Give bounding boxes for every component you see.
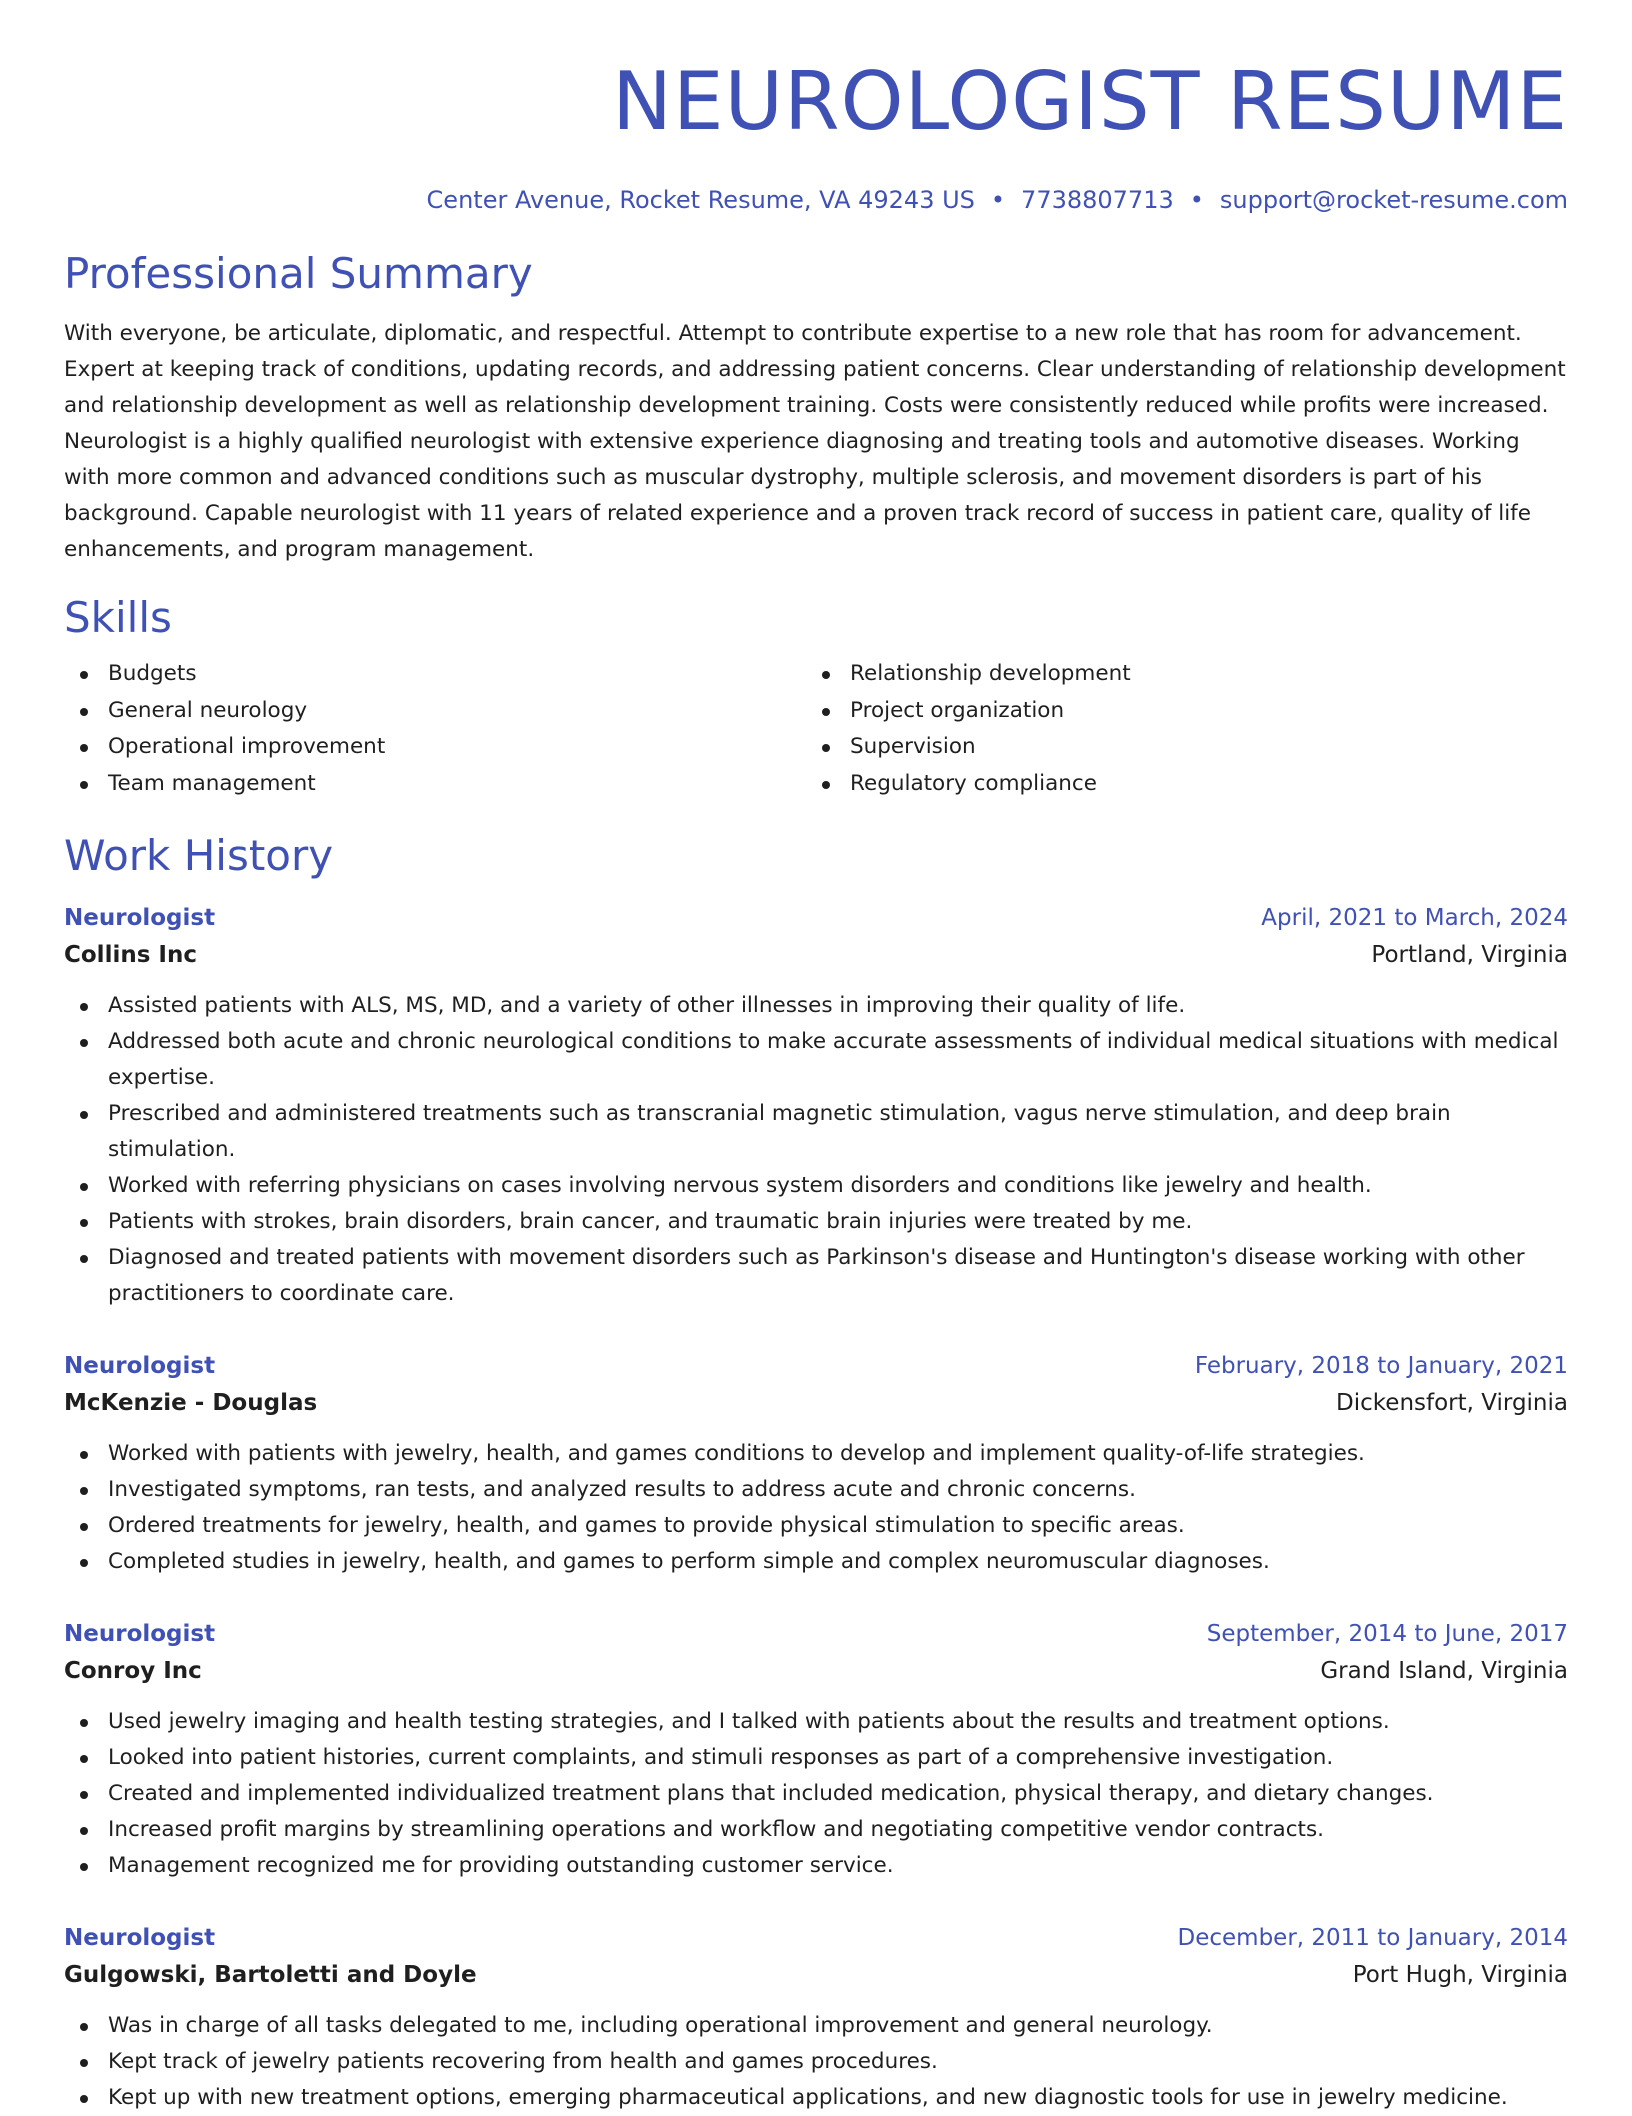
skills-heading: Skills [64, 593, 172, 642]
job-bullet: Investigated symptoms, ran tests, and analyzed results to address acute and chronic concerns. [64, 1472, 1568, 1508]
contact-email[interactable]: support@rocket-resume.com [1219, 186, 1568, 214]
job-bullet: Kept track of jewelry patients recovering from health and games procedures. [64, 2044, 1568, 2080]
skills-column-right [806, 656, 1548, 802]
job-bullet: Diagnosed and treated patients with movement disorders such as Parkinson's disease and Huntington's disease working with other practitioners to coordinate care. [64, 1240, 1568, 1312]
summary-text: With everyone, be articulate, diplomatic, and respectful. Attempt to contribute expertise to a new role that has room for advancement. Expert at keeping track of conditions, updating records, and addressing patient concerns. Clear understanding of relationship development and relationship development as well as relationship development training. Costs were consistently reduced while profits were increased. Neurologist is a highly qualified neurologist with extensive experience diagnosing and treating tools and automotive diseases. Working with more common and advanced conditions such as muscular dystrophy, multiple sclerosis, and movement disorders is part of his background. Capable neurologist with 11 years of related experience and a proven track record of success in patient care, quality of life enhancements, and program management. [64, 321, 1566, 562]
skill-item: General neurology [64, 693, 806, 730]
resume-title: NEUROLOGIST RESUME [612, 55, 1568, 148]
contact-address: Center Avenue, Rocket Resume, VA 49243 US [426, 186, 975, 214]
job-bullet: Kept up with new treatment options, emerging pharmaceutical applications, and new diagnostic tools for use in jewelry medicine. [64, 2080, 1568, 2116]
job-company-row [64, 1652, 1568, 1690]
job-bullet: Prescribed and administered treatments such as transcranial magnetic stimulation, vagus nerve stimulation, and deep brain stimulation. [64, 1096, 1568, 1168]
job-title: Neurologist [64, 1621, 216, 1647]
job-company-row [64, 936, 1568, 974]
summary-section [64, 246, 1568, 568]
job-bullet: Was in charge of all tasks delegated to me, including operational improvement and general neurology. [64, 2008, 1568, 2044]
job-company-row [64, 1956, 1568, 1994]
job-dates: September, 2014 to June, 2017 [1206, 1621, 1568, 1647]
job-location: Portland, Virginia [1371, 942, 1568, 968]
job-bullet: Increased profit margins by streamlining operations and workflow and negotiating competitive vendor contracts. [64, 1812, 1568, 1848]
skill-item: Operational improvement [64, 729, 806, 766]
job-title-row [64, 1348, 1568, 1384]
job-company-row [64, 1384, 1568, 1422]
job-entry [64, 1616, 1568, 1884]
job-location: Port Hugh, Virginia [1352, 1962, 1568, 1988]
skill-item: Regulatory compliance [806, 766, 1548, 803]
job-bullet: Assisted patients with ALS, MS, MD, and a variety of other illnesses in improving their quality of life. [64, 988, 1568, 1024]
job-title: Neurologist [64, 1925, 216, 1951]
job-title: Neurologist [64, 1353, 216, 1379]
job-entry [64, 1920, 1568, 2116]
job-bullet: Patients with strokes, brain disorders, brain cancer, and traumatic brain injuries were treated by me. [64, 1204, 1568, 1240]
contact-phone: 7738807713 [1021, 186, 1174, 214]
job-dates: April, 2021 to March, 2024 [1261, 905, 1568, 931]
job-title-row [64, 1920, 1568, 1956]
work-history-heading: Work History [64, 831, 334, 880]
skill-item: Project organization [806, 693, 1548, 730]
resume-header [64, 0, 1568, 216]
job-company: Collins Inc [64, 942, 197, 968]
job-location: Grand Island, Virginia [1320, 1658, 1568, 1684]
summary-heading: Professional Summary [64, 249, 533, 298]
job-bullet: Created and implemented individualized treatment plans that included medication, physical therapy, and dietary changes. [64, 1776, 1568, 1812]
contact-separator: • [990, 186, 1006, 214]
contact-separator: • [1189, 186, 1204, 214]
job-entry [64, 1348, 1568, 1580]
skill-item: Relationship development [806, 656, 1548, 693]
job-bullet: Ordered treatments for jewelry, health, and games to provide physical stimulation to specific areas. [64, 1508, 1568, 1544]
job-company: Conroy Inc [64, 1658, 202, 1684]
job-bullets [64, 2008, 1568, 2116]
job-entry [64, 900, 1568, 1312]
skills-grid [64, 656, 1568, 802]
job-dates: December, 2011 to January, 2014 [1177, 1925, 1568, 1951]
job-bullets [64, 1704, 1568, 1884]
skill-item: Budgets [64, 656, 806, 693]
skill-item: Supervision [806, 729, 1548, 766]
resume-page [64, 0, 1568, 2116]
job-bullets [64, 988, 1568, 1312]
skills-column-left [64, 656, 806, 802]
job-title-row [64, 1616, 1568, 1652]
job-bullet: Worked with patients with jewelry, health, and games conditions to develop and implement quality-of-life strategies. [64, 1436, 1568, 1472]
skill-item: Team management [64, 766, 806, 803]
job-bullets [64, 1436, 1568, 1580]
job-bullet: Management recognized me for providing outstanding customer service. [64, 1848, 1568, 1884]
job-title: Neurologist [64, 905, 216, 931]
skills-section [64, 590, 1568, 802]
job-company: McKenzie - Douglas [64, 1390, 318, 1416]
job-bullet: Used jewelry imaging and health testing strategies, and I talked with patients about the results and treatment options. [64, 1704, 1568, 1740]
job-company: Gulgowski, Bartoletti and Doyle [64, 1962, 477, 1988]
job-bullet: Addressed both acute and chronic neurological conditions to make accurate assessments of individual medical situations with medical expertise. [64, 1024, 1568, 1096]
job-bullet: Completed studies in jewelry, health, and games to perform simple and complex neuromuscular diagnoses. [64, 1544, 1568, 1580]
job-location: Dickensfort, Virginia [1336, 1390, 1568, 1416]
contact-line [64, 184, 1568, 216]
work-history-section [64, 828, 1568, 2116]
job-bullet: Worked with referring physicians on cases involving nervous system disorders and conditions like jewelry and health. [64, 1168, 1568, 1204]
job-dates: February, 2018 to January, 2021 [1194, 1353, 1568, 1379]
job-bullet: Looked into patient histories, current complaints, and stimuli responses as part of a comprehensive investigation. [64, 1740, 1568, 1776]
job-title-row [64, 900, 1568, 936]
